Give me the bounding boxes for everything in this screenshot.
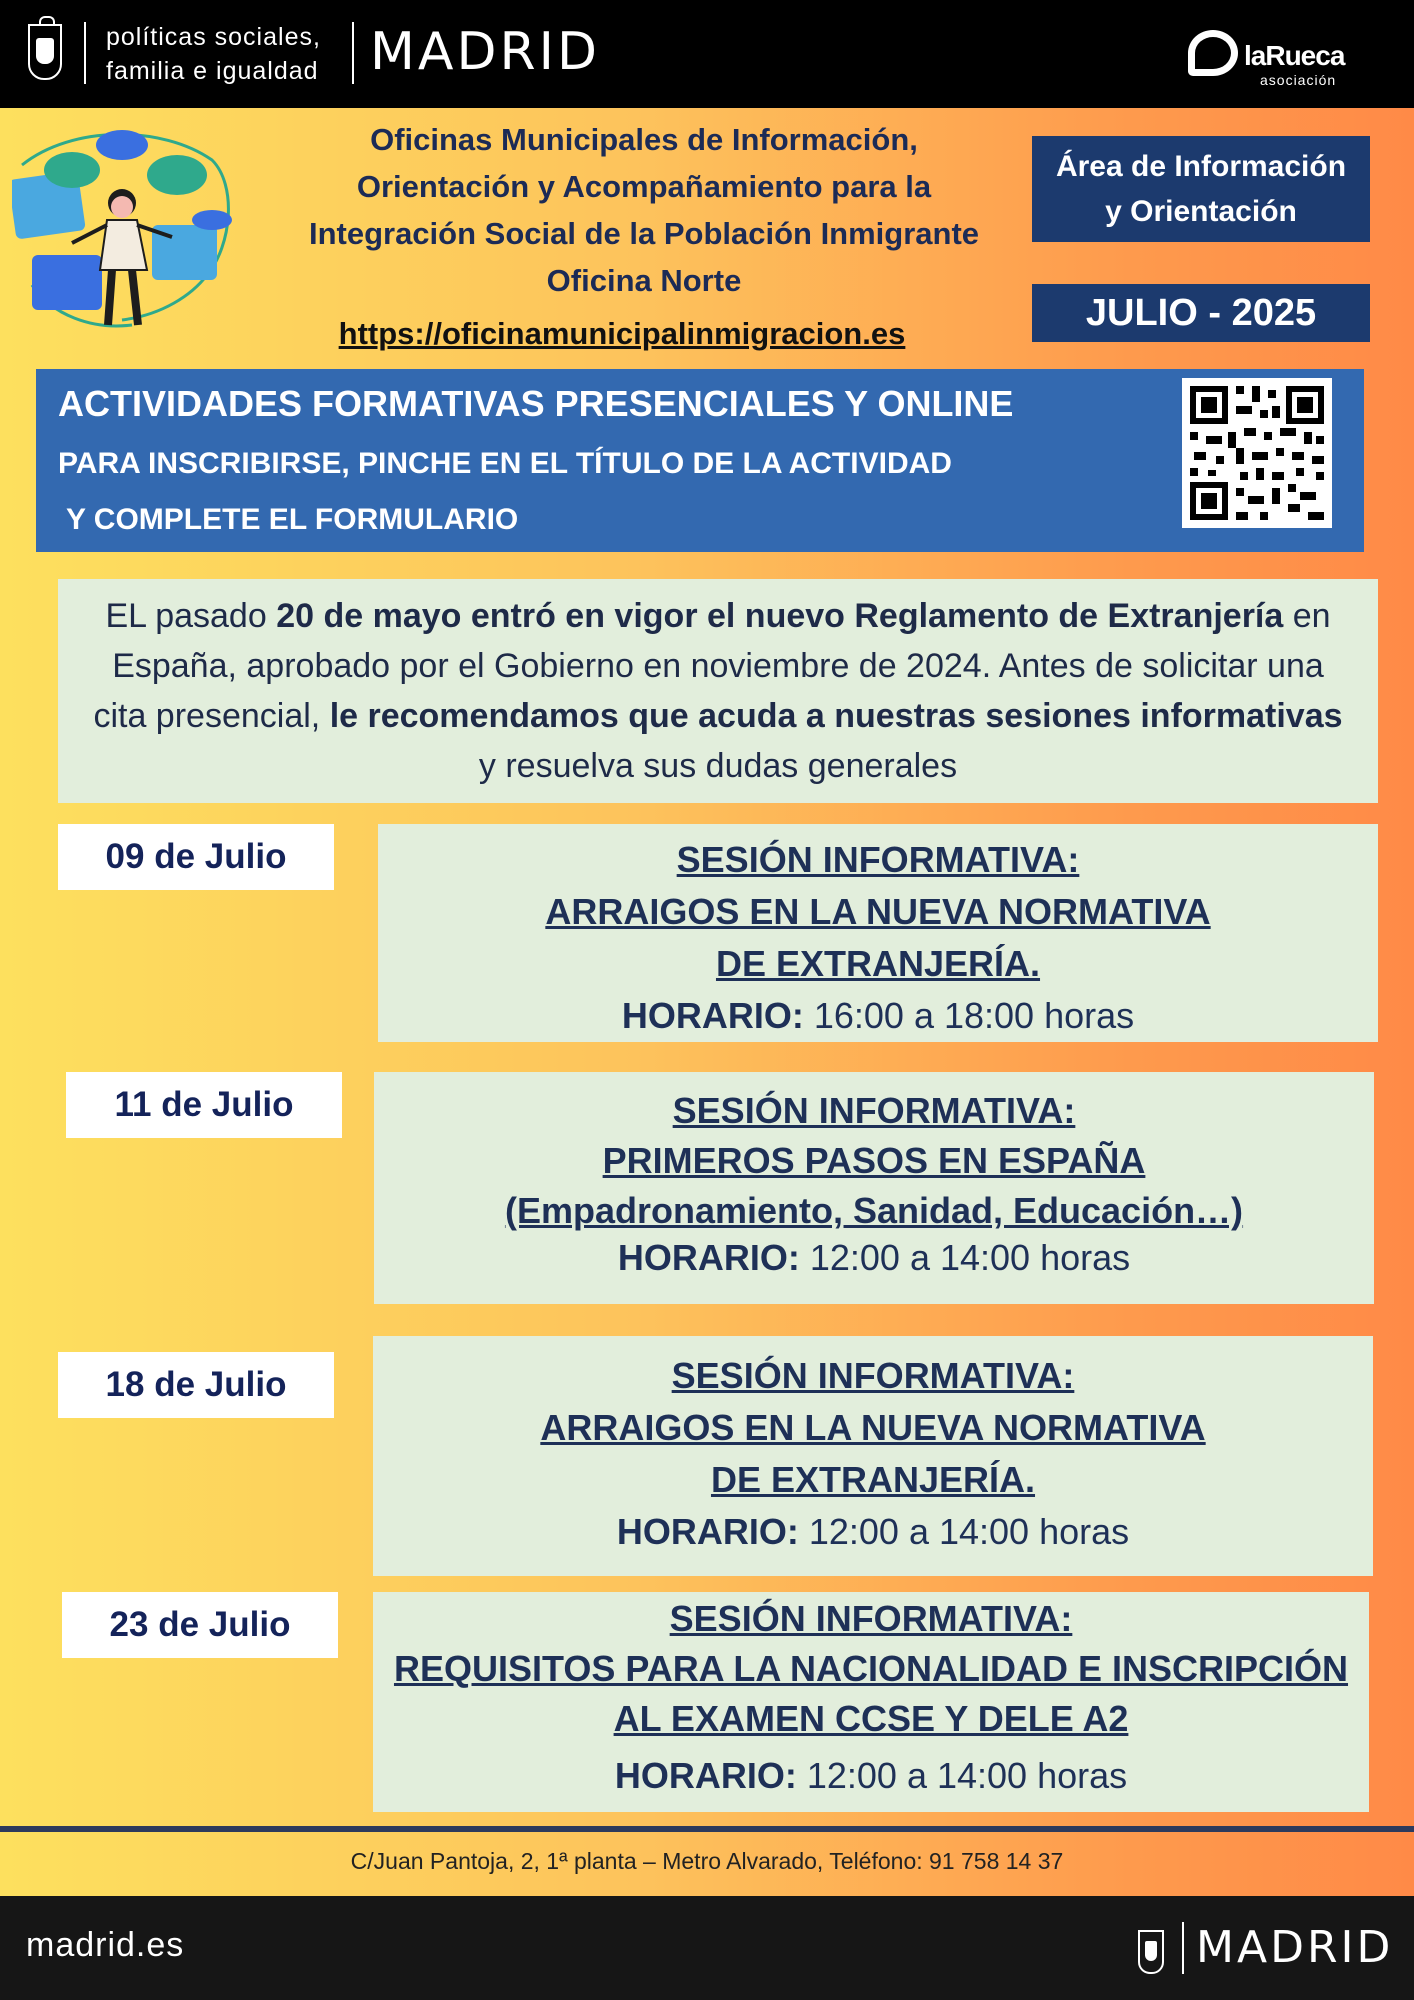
- department-line-1: políticas sociales,: [106, 23, 321, 51]
- notice-text: en España, aprobado por el Gobierno en noviembre de 2024. Antes de solicitar una cita presencial,: [93, 597, 1331, 735]
- schedule-label: HORARIO:: [614, 1755, 797, 1796]
- notice-emphasis: 20 de mayo entró en vigor el nuevo Reglamento de Extranjería: [276, 597, 1284, 635]
- schedule-label: HORARIO:: [617, 1237, 800, 1278]
- notice-text: y resuelva sus dudas generales: [478, 747, 958, 785]
- larueca-ring-icon: [1188, 30, 1238, 76]
- event-title-link[interactable]: SESIÓN INFORMATIVA:: [676, 839, 1080, 880]
- month-label: JULIO - 2025: [1032, 284, 1370, 342]
- event-title-link[interactable]: ARRAIGOS EN LA NUEVA NORMATIVA: [540, 1407, 1206, 1448]
- top-bar: [0, 0, 1414, 108]
- office-address: C/Juan Pantoja, 2, 1ª planta – Metro Alvarado, Teléfono: 91 758 14 37: [350, 1848, 1064, 1874]
- footer-divider: [0, 1826, 1414, 1832]
- divider: [84, 22, 86, 84]
- office-title-line: Oficina Norte: [546, 263, 742, 298]
- event-title-link[interactable]: REQUISITOS PARA LA NACIONALIDAD E INSCRIPCIÓN: [393, 1648, 1349, 1689]
- bottom-bar: [0, 1896, 1414, 2000]
- regulation-notice: [58, 579, 1378, 803]
- notice-emphasis: le recomendamos que acuda a nuestras sesiones informativas: [329, 697, 1343, 735]
- madrid-crest-icon: [1138, 1930, 1164, 1974]
- madrid-crest-icon: [28, 24, 62, 80]
- larueca-logo[interactable]: [1188, 26, 1358, 90]
- qr-code-icon[interactable]: [1182, 378, 1332, 528]
- event-date: 18 de Julio: [58, 1352, 334, 1418]
- event-schedule: [374, 1236, 1374, 1280]
- notice-text: EL pasado: [105, 597, 277, 635]
- event-title-link[interactable]: DE EXTRANJERÍA.: [710, 1459, 1036, 1500]
- event-title-link[interactable]: AL EXAMEN CCSE Y DELE A2: [613, 1698, 1129, 1739]
- event-date: 23 de Julio: [62, 1592, 338, 1658]
- event-schedule: [373, 1506, 1373, 1558]
- divider: [1182, 1922, 1184, 1974]
- event-title-link[interactable]: PRIMEROS PASOS EN ESPAÑA: [602, 1140, 1146, 1181]
- event-title-link[interactable]: DE EXTRANJERÍA.: [715, 943, 1041, 984]
- event-date: 09 de Julio: [58, 824, 334, 890]
- schedule-time: 12:00 a 14:00 horas: [799, 1237, 1131, 1278]
- office-title-line: Orientación y Acompañamiento para la: [356, 169, 932, 204]
- event-card: [373, 1336, 1373, 1576]
- madrid-logo[interactable]: MADRID: [370, 22, 600, 82]
- event-title-link[interactable]: ARRAIGOS EN LA NUEVA NORMATIVA: [545, 891, 1211, 932]
- event-schedule: [378, 990, 1378, 1042]
- schedule-label: HORARIO:: [616, 1511, 799, 1552]
- people-illustration-icon: [12, 125, 242, 335]
- department-name: [106, 20, 321, 88]
- larueca-subtitle: asociación: [1260, 72, 1337, 88]
- schedule-time: 12:00 a 14:00 horas: [798, 1511, 1130, 1552]
- area-label-line-1: Área de Información: [1055, 150, 1347, 183]
- madrid-logo-footer[interactable]: MADRID: [1196, 1922, 1394, 1973]
- department-line-2: familia e igualdad: [106, 57, 319, 85]
- event-schedule: [373, 1744, 1369, 1808]
- office-title-line: Integración Social de la Población Inmigrante: [308, 216, 980, 251]
- event-title-link[interactable]: SESIÓN INFORMATIVA:: [671, 1355, 1075, 1396]
- divider: [352, 22, 354, 84]
- event-date: 11 de Julio: [66, 1072, 342, 1138]
- office-title-line: Oficinas Municipales de Información,: [370, 122, 918, 157]
- event-card: [373, 1592, 1369, 1812]
- website-footer-link[interactable]: madrid.es: [26, 1926, 185, 1964]
- larueca-name: laRueca: [1244, 40, 1345, 71]
- banner-instruction-1: PARA INSCRIBIRSE, PINCHE EN EL TÍTULO DE LA ACTIVIDAD: [58, 447, 952, 480]
- event-card: [374, 1072, 1374, 1304]
- area-label: [1032, 136, 1370, 242]
- activities-banner: [36, 369, 1364, 552]
- banner-title: ACTIVIDADES FORMATIVAS PRESENCIALES Y ONLINE: [58, 383, 1014, 424]
- website-link[interactable]: https://oficinamunicipalinmigracion.es: [338, 316, 906, 351]
- office-title: [262, 116, 1026, 304]
- schedule-time: 12:00 a 14:00 horas: [796, 1755, 1128, 1796]
- event-title-link[interactable]: SESIÓN INFORMATIVA:: [669, 1598, 1073, 1639]
- schedule-label: HORARIO:: [621, 995, 804, 1036]
- schedule-time: 16:00 a 18:00 horas: [803, 995, 1135, 1036]
- banner-instruction-2: Y COMPLETE EL FORMULARIO: [66, 503, 519, 536]
- event-title-link[interactable]: (Empadronamiento, Sanidad, Educación…): [504, 1190, 1244, 1231]
- event-title-link[interactable]: SESIÓN INFORMATIVA:: [672, 1090, 1076, 1131]
- area-label-line-2: y Orientación: [1105, 195, 1297, 228]
- event-card: [378, 824, 1378, 1042]
